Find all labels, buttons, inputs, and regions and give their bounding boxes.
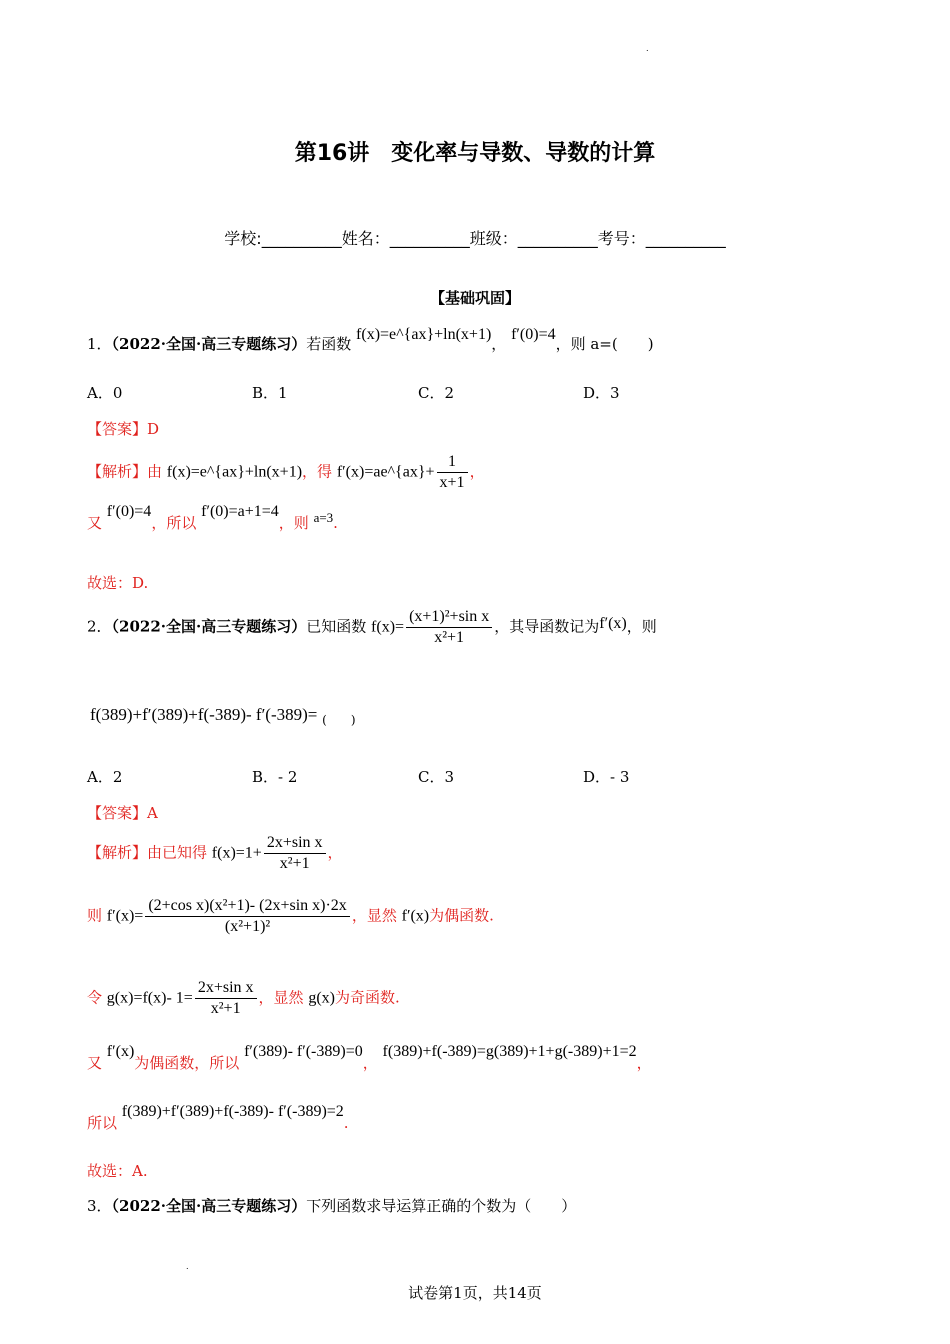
- q2-analysis-line5: [87, 1103, 349, 1133]
- q2-a4-fprime: f′(x): [106, 1043, 135, 1060]
- q1-analysis-de: ，得: [302, 462, 333, 481]
- q2-a2-fprime: f′(x): [401, 907, 430, 925]
- q2-analysis-line2: [87, 896, 494, 937]
- q3-number: 3．: [87, 1197, 112, 1215]
- fraction-numerator: 2x+sin x: [264, 833, 326, 854]
- bottom-dot: .: [186, 1262, 189, 1271]
- q2-a2-end: 为偶函数.: [429, 906, 494, 925]
- q1-comma: ，: [491, 335, 507, 353]
- page-footer: 试卷第1页，共14页: [408, 1284, 542, 1302]
- q2-analysis-line4: [87, 1043, 652, 1073]
- q2-a4-c1: ，: [362, 1054, 378, 1072]
- q1-analysis-fprime: f′(x)=ae^{ax}+: [336, 463, 435, 481]
- q1-option-c: C．2: [418, 384, 455, 402]
- fraction-denominator: (x²+1)²: [224, 918, 271, 935]
- q1-source: （2022·全国·高三专题练习）: [111, 335, 307, 353]
- q1-suoyi: ，所以: [151, 514, 197, 532]
- q1-choose: 故选：D.: [87, 574, 149, 592]
- q1-option-b: B．1: [252, 384, 288, 402]
- q1-number: 1．: [87, 335, 112, 353]
- q2-a4-c2: ，: [636, 1054, 652, 1072]
- q2-expression: f(389)+f′(389)+f(-389)- f′(-389)=: [90, 705, 318, 724]
- student-info-line: 学校:__________姓名：__________班级：__________考号：__________: [224, 229, 726, 248]
- q2-a3-end: 为奇函数.: [334, 988, 400, 1007]
- q2-a3-ling: 令: [87, 988, 103, 1007]
- q2-a4-you: 又: [87, 1054, 103, 1072]
- q2-source: （2022·全国·高三专题练习）: [111, 617, 307, 636]
- q1-tail: ，则 a=( ): [555, 335, 654, 353]
- q1-line2-eq3: a=3: [313, 510, 334, 525]
- q2-number: 2．: [87, 617, 112, 636]
- fraction-numerator: 1: [437, 452, 468, 473]
- fraction-numerator: (x+1)²+sin x: [406, 607, 492, 628]
- q1-analysis-label: 【解析】由: [87, 462, 163, 481]
- q2-choose: 故选：A.: [87, 1162, 148, 1180]
- q2-a2-lhs: f′(x)=: [106, 907, 144, 925]
- fraction-denominator: x²+1: [434, 629, 465, 646]
- q1-ze: ，则: [278, 514, 309, 532]
- q2-option-b: B．- 2: [252, 768, 298, 786]
- q1-formula-fprime: f′(0)=4: [511, 326, 556, 343]
- q2-a5-suoyi: 所以: [87, 1114, 118, 1132]
- q2-option-c: C．3: [418, 768, 455, 786]
- q1-analysis-f: f(x)=e^{ax}+ln(x+1): [166, 463, 303, 481]
- q2-a3-lhs: g(x)=f(x)- 1=: [106, 989, 193, 1007]
- q2-option-d: D．- 3: [583, 768, 630, 786]
- q2-f-lhs: f(x)=: [371, 618, 405, 636]
- q2-a1-fraction: [264, 833, 326, 874]
- q2-text: 已知函数: [306, 617, 367, 636]
- page-title: 第16讲 变化率与导数、导数的计算: [294, 141, 656, 166]
- q1-option-a: A．0: [87, 384, 123, 402]
- q2-analysis-line3: [87, 978, 400, 1019]
- q2-tail: ，其导函数记为: [494, 617, 600, 636]
- q2-a3-mid: ，显然: [258, 988, 304, 1007]
- q2-a2-fraction: [145, 896, 350, 937]
- q3-text: 下列函数求导运算正确的个数为（ ）: [306, 1197, 577, 1215]
- q1-line2-end: .: [333, 514, 338, 532]
- q2-a3-fraction: [195, 978, 257, 1019]
- fraction-denominator: x+1: [439, 474, 465, 491]
- q1-answer: 【答案】D: [87, 420, 160, 438]
- question-3: [87, 1195, 576, 1216]
- q2-a1-end: ，: [327, 843, 343, 862]
- q2-analysis-line1: [87, 833, 343, 874]
- fraction-numerator: (2+cos x)(x²+1)- (2x+sin x)·2x: [145, 896, 350, 917]
- q3-source: （2022·全国·高三专题练习）: [111, 1197, 307, 1215]
- q1-option-d: D．3: [583, 384, 620, 402]
- q2-tail-fprime: f′(x): [599, 614, 627, 632]
- q2-a4-eq1: f′(389)- f′(-389)=0: [244, 1043, 363, 1060]
- q2-a3-g: g(x): [308, 989, 335, 1007]
- q1-line2-eq1: f′(0)=4: [106, 503, 152, 520]
- fraction-denominator: x²+1: [279, 855, 310, 872]
- section-heading: 【基础巩固】: [429, 289, 520, 307]
- q2-tail-end: ，则: [626, 617, 657, 636]
- question-2: [87, 607, 657, 648]
- q2-a5-end: .: [343, 1114, 349, 1132]
- fraction-denominator: x²+1: [210, 1000, 241, 1017]
- q2-answer: 【答案】A: [87, 804, 158, 822]
- q2-expression-line: [90, 705, 356, 725]
- q1-formula-f: f(x)=e^{ax}+ln(x+1): [356, 326, 492, 343]
- fraction-numerator: 2x+sin x: [195, 978, 257, 999]
- q2-blank-paren: ( ): [322, 713, 356, 727]
- top-dot: .: [646, 44, 649, 53]
- q2-a4-mid: 为偶函数，所以: [134, 1054, 240, 1072]
- q2-option-a: A．2: [87, 768, 123, 786]
- q2-a2-ze: 则: [87, 906, 103, 925]
- q1-you: 又: [87, 514, 103, 532]
- q1-analysis-line1: [87, 452, 485, 493]
- q1-line2-eq2: f′(0)=a+1=4: [201, 503, 279, 520]
- q1-analysis-comma: ，: [469, 462, 485, 481]
- q1-text: 若函数: [306, 335, 352, 353]
- q2-f-fraction: [406, 607, 492, 648]
- q2-a1-lhs: f(x)=1+: [211, 844, 262, 862]
- q2-a4-eq2: f(389)+f(-389)=g(389)+1+g(-389)+1=2: [382, 1043, 637, 1060]
- q1-analysis-fraction: [437, 452, 468, 493]
- q2-analysis-label: 【解析】由已知得: [87, 843, 208, 862]
- q2-a5-eq: f(389)+f′(389)+f(-389)- f′(-389)=2: [121, 1103, 344, 1120]
- question-1: [87, 326, 654, 354]
- q1-analysis-line2: [87, 503, 338, 533]
- q2-a2-mid: ，显然: [351, 906, 397, 925]
